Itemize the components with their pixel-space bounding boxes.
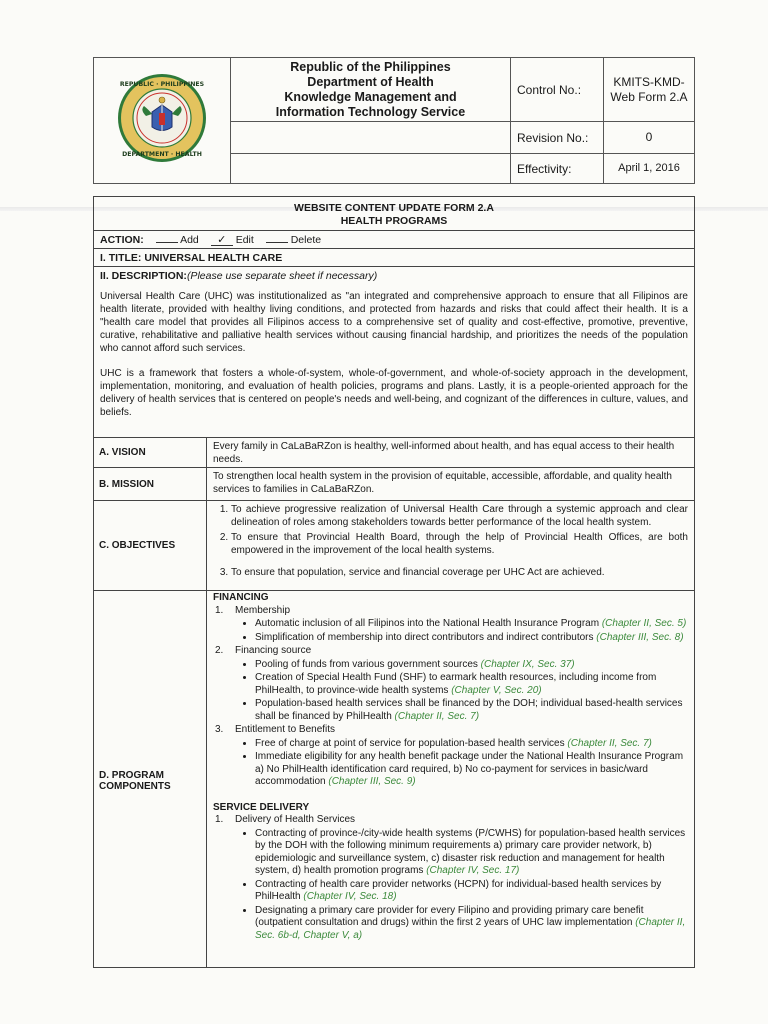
doh-seal-cell [94,58,231,184]
description-paragraph: Universal Health Care (UHC) was institutionalized as "an integrated and comprehensive approach to ensure that all Filipinos are health literate, provided with healthy living conditions, and protected from hazards and risks that could affect their health. It is a "health care model that provides all Filipinos access to a comprehensive set of quality and cost-effective, promotive, preventive, curative, rehabilitative and palliative health services without causing financial hardship, and prioritizes the needs of the population who cannot afford such services. [100,291,688,354]
bullet-item: • Contracting of health care provider networks (HCPN) for individual-based health services by PhilHealth (Chapter IV, Sec. 18) [255,879,688,904]
svg-text:DEPARTMENT · HEALTH: DEPARTMENT · HEALTH [122,151,202,158]
revision-value: 0 [604,122,695,154]
bullet-item: • Creation of Special Health Fund (SHF) to earmark health resources, including income from PhilHealth, to province-wide health systems (Chapter V, Sec. 20) [255,672,688,697]
objective-item: 3. To ensure that population, service and financial coverage per UHC Act are achieved. [231,567,688,580]
bullet-item: • Automatic inclusion of all Filipinos into the National Health Insurance Program (Chapter II, Sec. 5) [255,618,688,631]
bullet-item: • Population-based health services shall be financed by the DOH; individual based-health services shall be financed by PhilHealth (Chapter II, Sec. 7) [255,698,688,723]
action-add-option[interactable]: Add [156,233,199,246]
agency-blank-cell [231,122,511,154]
description-header: II. DESCRIPTION: (Please use separate sheet if necessary) [100,269,378,282]
effectivity-label: Effectivity: [511,154,604,184]
bullet-item: • Free of charge at point of service for population-based health services (Chapter II, Sec. 7) [255,738,688,751]
delete-checkbox[interactable] [266,233,288,243]
agency-name: Republic of the Philippines Department of Health Knowledge Management and Information Technology Service [231,58,511,122]
add-checkbox[interactable] [156,233,178,243]
description-paragraph: UHC is a framework that fosters a whole-of-system, whole-of-government, and whole-of-society approach in the development, implementation, monitoring, and evaluation of health policies, programs and plans. Lastly, it is a people-oriented approach for the delivery of health services that is centered on people's needs and well-being, and cognizant of the differences in culture, values, and beliefs. [100,368,688,418]
mission-row [94,468,694,501]
objectives-label: C. OBJECTIVES [94,501,207,590]
service-item-delivery: 1. Delivery of Health Services [215,814,356,825]
edit-checkbox[interactable]: ✓ [211,236,233,246]
vision-text: Every family in CaLaBaRZon is healthy, well-informed about health, and has equal access to their health needs. [213,441,675,465]
action-row [94,231,694,249]
control-number-label: Control No.: [511,58,604,122]
bullet-item: • Designating a primary care provider for every Filipino and providing primary care benefit (outpatient consultation and drugs) within the first 2 years of UHC law implementation (Chapter II, Sec. 6b-d, Chapter V, a) [255,905,688,943]
bullet-item: • Pooling of funds from various government sources (Chapter IX, Sec. 37) [255,659,688,672]
objective-item: 2. To ensure that Provincial Health Board, through the help of Provincial Health Offices, are both empowered in the improvement of the local health systems. [231,532,688,557]
mission-text: To strengthen local health system in the provision of equitable, accessible, affordable, and quality health services to families in CaLaBaRZon. [213,471,672,495]
objectives-list [207,501,694,590]
bullet-item: • Immediate eligibility for any health benefit package under the National Health Insurance Program a) No PhilHealth identification card required, b) No co-payment for services in basic/ward accommodation (Chapter III, Sec. 9) [255,751,688,789]
vision-row [94,438,694,468]
description-body [94,284,694,438]
bullet-item: • Simplification of membership into direct contributors and indirect contributors (Chapter III, Sec. 8) [255,632,688,645]
action-edit-option[interactable]: ✓ Edit [211,234,254,246]
agency-blank-cell-2 [231,154,511,184]
program-components-content [207,591,694,968]
description-note: (Please use separate sheet if necessary) [186,269,378,282]
financing-item-source: 2. Financing source [215,645,312,656]
document-header [93,57,695,184]
financing-item-membership: 1. Membership [215,604,291,616]
doh-seal-icon [116,72,208,164]
control-number-value: KMITS-KMD- Web Form 2.A [604,58,695,122]
action-label: ACTION: [100,233,144,246]
service-delivery-heading: SERVICE DELIVERY [213,801,310,813]
vision-label: A. VISION [94,438,207,467]
program-title-row: I. TITLE: UNIVERSAL HEALTH CARE [94,249,694,267]
program-components-label: D. PROGRAM COMPONENTS [94,591,207,968]
objectives-row [94,501,694,591]
svg-text:REPUBLIC · PHILIPPINES: REPUBLIC · PHILIPPINES [119,81,205,88]
mission-label: B. MISSION [94,468,207,500]
action-delete-option[interactable]: Delete [266,233,321,246]
bullet-item: • Contracting of province-/city-wide health systems (P/CWHS) for population-based health services by the DOH with the following minimum requirements a) primary care provider network, b) epidemiologic and surveillance system, c) disaster risk reduction and management for health system, d) health promotion programs (Chapter IV, Sec. 17) [255,828,688,878]
program-components-row [94,591,694,968]
financing-item-entitlement: 3. Entitlement to Benefits [215,724,336,735]
objective-item: 1. To achieve progressive realization of Universal Health Care through a systemic approach and clear delineation of roles among stakeholders towards better performance of the local health system. [231,504,688,529]
effectivity-value: April 1, 2016 [604,154,695,184]
financing-heading: FINANCING [213,592,269,603]
content-update-form [93,196,695,968]
form-title: WEBSITE CONTENT UPDATE FORM 2.A HEALTH PROGRAMS [94,197,694,231]
revision-label: Revision No.: [511,122,604,154]
